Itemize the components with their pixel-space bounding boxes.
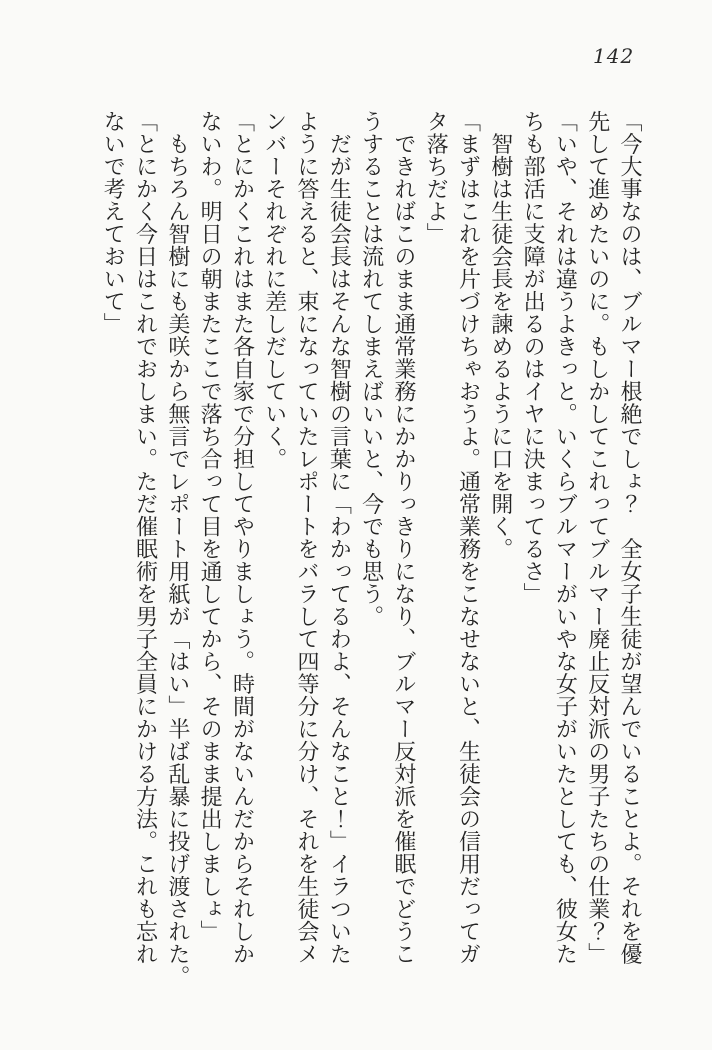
page-number: 142 [593,44,635,68]
text-line: もちろん智樹にも美咲から無言でレポート用紙が「はい」半ば乱暴に投げ渡された。 [164,110,190,988]
body-text [96,110,645,1020]
text-line: うすることは流れてしまえばいいと、今でも思う。 [358,110,384,628]
text-line: ないで考えておいて」 [100,110,126,335]
text-line: ないわ。明日の朝またここで落ち合って目を通してから、そのまま提出しましょ」 [197,110,223,943]
text-line: 「とにかく今日はこれでおしまい。ただ催眠術を男子全員にかける方法。これも忘れ [132,110,158,965]
text-line: タ落ちだよ」 [423,110,449,245]
text-line: 「まずはこれを片づけちゃおうよ。通常業務をこなせないと、生徒会の信用だってガ [455,110,481,965]
text-line: ンバーそれぞれに差しだしていく。 [261,110,287,470]
text-line: ちも部活に支障が出るのはイヤに決まってるさ」 [520,110,546,605]
text-line: 「とにかくこれはまた各自家で分担してやりましょう。時間がないんだからそれしか [229,110,255,965]
text-line: だが生徒会長はそんな智樹の言葉に「わかってるわよ、そんなこと！」イラついた [326,110,352,965]
text-line: 智樹は生徒会長を諫めるように口を開く。 [487,110,513,560]
text-line: 先して進めたいのに。もしかしてこれってブルマー廃止反対派の男子たちの仕業？」 [584,110,610,965]
text-line: ように答えると、束になっていたレポートをバラして四等分に分け、それを生徒会メ [294,110,320,965]
text-line: 「今大事なのは、ブルマー根絶でしょ？ 全女子生徒が望んでいることよ。それを優 [617,110,642,965]
text-line: 「いや、それは違うよきっと。いくらブルマーがいやな女子がいたとしても、彼女た [552,110,578,965]
text-line: できればこのまま通常業務にかかりっきりになり、ブルマー反対派を催眠でどうこ [390,110,416,965]
